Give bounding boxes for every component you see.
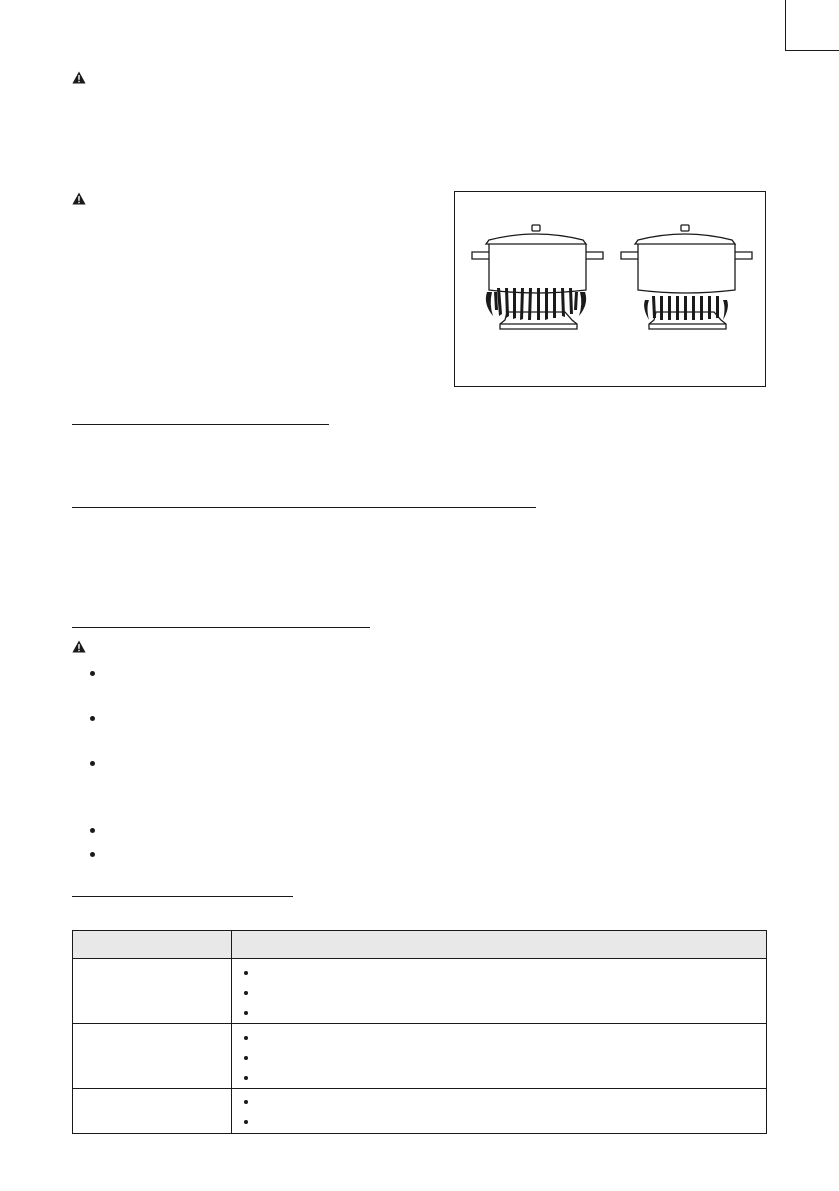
warning-triangle-icon bbox=[72, 192, 86, 205]
table-cell-list bbox=[232, 1089, 767, 1134]
bullet-point bbox=[244, 1100, 248, 1104]
bullet-point bbox=[244, 1120, 248, 1124]
right-flames bbox=[644, 296, 728, 320]
crop-mark-vertical bbox=[785, 0, 786, 50]
table-row-label bbox=[73, 959, 232, 1024]
data-table bbox=[72, 930, 767, 1134]
section-heading-underline bbox=[72, 627, 370, 628]
table-cell-list bbox=[232, 959, 767, 1024]
table-row bbox=[73, 1024, 767, 1089]
pot-flame-diagram bbox=[455, 192, 765, 386]
crop-mark-horizontal bbox=[785, 50, 839, 51]
table-header-row bbox=[73, 931, 767, 959]
bullet-point bbox=[90, 671, 95, 676]
pot-flame-illustration bbox=[454, 191, 766, 387]
bullet-point bbox=[90, 828, 95, 833]
table-header-cell bbox=[232, 931, 767, 959]
bullet-point bbox=[244, 1056, 248, 1060]
warning-triangle-icon bbox=[72, 640, 86, 653]
bullet-point bbox=[90, 716, 95, 721]
bullet-point bbox=[90, 852, 95, 857]
bullet-point bbox=[244, 971, 248, 975]
bullet-point bbox=[244, 1036, 248, 1040]
table-row bbox=[73, 1089, 767, 1134]
table-cell-list bbox=[232, 1024, 767, 1089]
bullet-point bbox=[244, 1011, 248, 1015]
table-row-label bbox=[73, 1089, 232, 1134]
bullet-point bbox=[244, 991, 248, 995]
bullet-point bbox=[244, 1076, 248, 1080]
bullet-point bbox=[90, 761, 95, 766]
table-row bbox=[73, 959, 767, 1024]
table-header-cell bbox=[73, 931, 232, 959]
table-row-label bbox=[73, 1024, 232, 1089]
section-heading-underline bbox=[72, 507, 536, 508]
section-heading-underline bbox=[72, 424, 329, 425]
warning-triangle-icon bbox=[72, 71, 86, 84]
section-heading-underline bbox=[72, 896, 293, 897]
